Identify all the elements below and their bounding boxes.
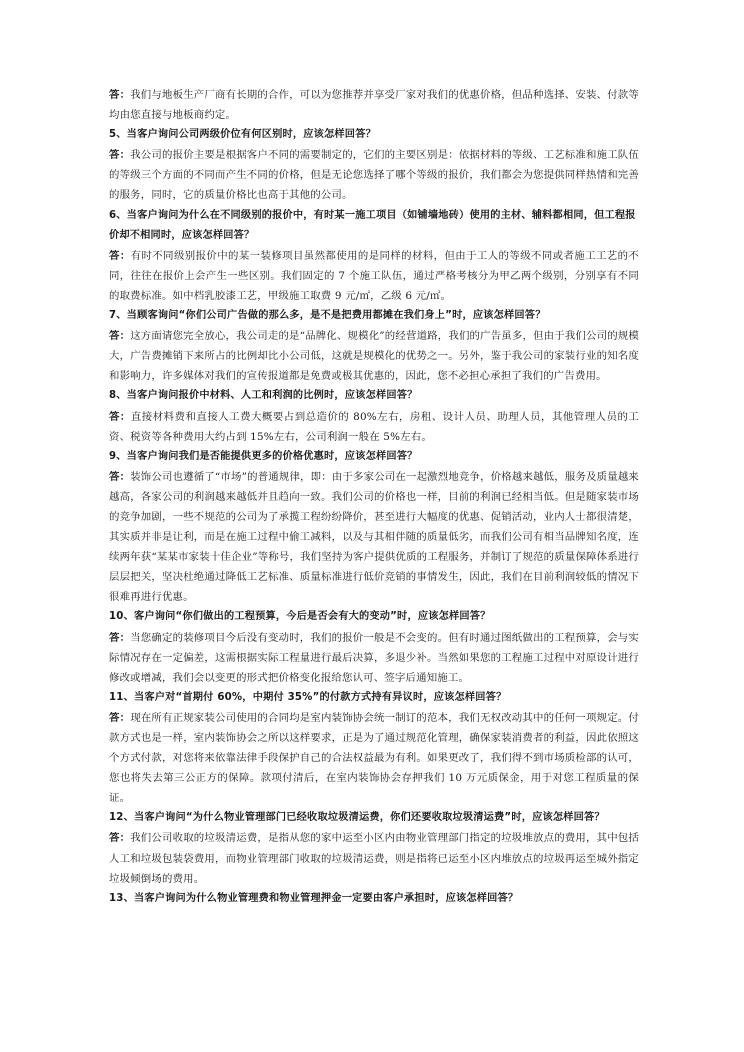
question-heading: 9、当客户询问我们是否能提供更多的价格优惠时，应该怎样回答？ (109, 450, 418, 462)
answer-paragraph (109, 145, 639, 205)
answer-paragraph (109, 326, 639, 386)
document-page (109, 85, 639, 909)
answer-paragraph (109, 828, 639, 888)
answer-paragraph (109, 467, 639, 608)
answer-text: 现在所有正规家装公司使用的合同均是室内装饰协会统一制订的范本，我们无权改动其中的任何一项规定。付款方式也是一样，室内装饰协会之所以这样要求，正是为了通过规范化管理，确保家装消费者的利益，因此依照这个方式付款，对您将来依靠法律手段保护自己的合法权益最为有利。如果更改了，我们得不到市场质检部的认可，您也将失去第三公正方的保障。款项付清后，在室内装饰协会存押我们 10 万元质保金，用于对您工程质量的保证。 (109, 711, 639, 805)
question-heading: 7、当顾客询问“你们公司广告做的那么多，是不是把费用都摊在我们身上”时，应该怎样回答？ (109, 310, 546, 322)
question-heading: 12、当客户询问“为什么物业管理部门已经收取垃圾清运费，你们还要收取垃圾清运费”时，应该怎样回答？ (109, 812, 605, 824)
answer-text: 这方面请您完全放心，我公司走的是“品牌化、规模化”的经营道路，我们的广告虽多，但由于我们公司的规模大，广告费摊销下来所占的比例却比小公司低，这就是规模化的优势之一。另外，鉴于我公司的家装行业的知名度和影响力，许多媒体对我们的宣传报道都是免费或极其优惠的，因此，您不必担心承担了我们的广告费用。 (109, 330, 639, 383)
answer-paragraph (109, 628, 639, 688)
answer-label: 答： (109, 249, 131, 262)
answer-text: 我们与地板生产厂商有长期的合作，可以为您推荐并享受厂家对我们的优惠价格，但品种选择、安装、付款等均由您直接与地板商约定。 (109, 89, 639, 122)
answer-text: 直接材料费和直接人工费大概要占到总造价的 80%左右，房租、设计人员、助理人员，其他管理人员的工资、税资等各种费用大约占到 15%左右，公司利润一般在 5%左右。 (109, 410, 639, 443)
question-heading: 6、当客户询问为什么在不同级别的报价中，有时某一施工项目（如铺墙地砖）使用的主材、辅料都相同，但工程报价却不相同时，应该怎样回答？ (109, 209, 636, 241)
answer-text: 我公司的报价主要是根据客户不同的需要制定的，它们的主要区别是：依据材料的等级、工艺标准和施工队伍的等级三个方面的不同而产生不同的价格，但是无论您选择了哪个等级的报价，我们都会为您提供同样热情和完善的服务，同时，它的质量价格比也高于其他的公司。 (109, 149, 639, 202)
answer-label: 答： (109, 711, 131, 724)
answer-text: 我们公司收取的垃圾清运费，是指从您的家中运至小区内由物业管理部门指定的垃圾堆放点的费用，其中包括人工和垃圾包装袋费用，而物业管理部门收取的垃圾清运费，则是指将已运至小区内堆放点的垃圾再运至城外指定垃圾倾倒场的费用。 (109, 832, 639, 885)
answer-paragraph (109, 407, 639, 447)
question-heading: 8、当客户询问报价中材料、人工和利润的比例时，应该怎样回答？ (109, 390, 418, 402)
answer-text: 装饰公司也遵循了“市场”的普通规律，即：由于多家公司在一起激烈地竞争，价格越来越低，服务及质量越来越高，各家公司的利润越来越低并且趋向一致。我们公司的价格也一样，目前的利润已经相当低。但是随家装市场的竞争加剧，一些不规范的公司为了承揽工程纷纷降价，甚至进行大幅度的优惠、促销活动，业内人士都很清楚，其实质并非是让利，而是在施工过程中偷工减料，以及与其相伴随的质量低劣，而我们公司有相当品牌知名度，连续两年获“某某市家装十佳企业”等称号，我们坚持为客户提供优质的工程服务，并制订了规范的质量保障体系进行层层把关，坚决杜绝通过降低工艺标准、质量标准进行低价竞销的事情发生，因此，我们在目前利润较低的情况下很难再进行优惠。 (109, 470, 639, 604)
answer-label: 答： (109, 832, 131, 845)
answer-label: 答： (109, 470, 131, 483)
answer-paragraph (109, 85, 639, 125)
question-heading: 5、当客户询问公司两级价位有何区别时，应该怎样回答？ (109, 129, 376, 141)
answer-label: 答： (109, 149, 131, 162)
answer-text: 有时不同级别报价中的某一装修项目虽然都使用的是同样的材料，但由于工人的等级不同或者施工工艺的不同，往往在报价上会产生一些区别。我们固定的 7 个施工队伍，通过严格考核分为甲乙两个级别，分别享有不同的取费标准。如中档乳胶漆工艺，甲级施工取费 9 元/㎡，乙级 6 元/㎡。 (109, 249, 639, 302)
question-heading: 13、当客户询问为什么物业管理费和物业管理押金一定要由客户承担时，应该怎样回答？ (109, 892, 519, 904)
answer-label: 答： (109, 631, 131, 644)
answer-label: 答： (109, 330, 131, 343)
answer-label: 答： (109, 89, 131, 101)
answer-label: 答： (109, 410, 131, 423)
answer-paragraph (109, 246, 639, 306)
answer-paragraph (109, 708, 639, 808)
question-heading: 10、客户询问“你们做出的工程预算，今后是否会有大的变动”时，应该怎样回答？ (109, 611, 491, 623)
answer-text: 当您确定的装修项目今后没有变动时，我们的报价一般是不会变的。但有时通过图纸做出的工程预算，会与实际情况存在一定偏差，这需根据实际工程量进行最后决算，多退少补。当然如果您的工程施工过程中对原设计进行修改或增减，我们会以变更的形式把价格变化报给您认可、签字后通知施工。 (109, 631, 639, 684)
question-heading: 11、当客户对“首期付 60%，中期付 35%”的付款方式持有异议时，应该怎样回答？ (109, 691, 507, 703)
